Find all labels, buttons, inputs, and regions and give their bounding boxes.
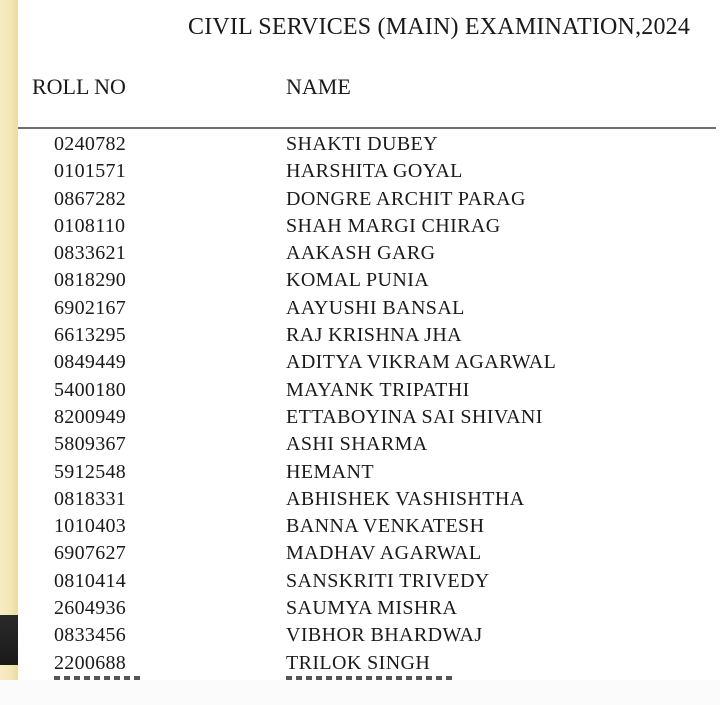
table-row [18,650,720,677]
roll-number-cell: 5809367 [54,433,127,456]
roll-number-cell: 6907627 [54,542,127,565]
table-row [18,186,720,213]
header-divider [18,127,716,129]
candidate-name-cell: TRILOK SINGH [286,651,431,674]
candidate-name-cell: VIBHOR BHARDWAJ [286,624,483,647]
candidate-name-cell: AAKASH GARG [286,242,436,265]
table-row [18,267,720,294]
roll-number-cell: 0810414 [54,569,127,592]
roll-number-cell: 8200949 [54,405,127,428]
table-row [18,240,720,267]
table-row [18,540,720,567]
table-row [18,158,720,185]
table-row [18,568,720,595]
candidate-name-cell: HEMANT [286,460,374,483]
left-dark-marker [0,615,18,665]
column-header-roll-no: ROLL NO [32,74,126,99]
candidate-name-cell: MAYANK TRIPATHI [286,378,470,401]
document-title: CIVIL SERVICES (MAIN) EXAMINATION,2024 [188,14,691,40]
table-header [18,70,720,110]
candidate-name-cell: ADITYA VIKRAM AGARWAL [286,351,557,374]
roll-number-cell: 0833456 [54,624,127,647]
candidate-name-cell: SANSKRITI TRIVEDY [286,569,490,592]
table-row [18,322,720,349]
photo-bottom-margin [0,680,720,705]
roll-number-cell: 6613295 [54,324,127,347]
candidate-name-cell: HARSHITA GOYAL [286,160,463,183]
roll-number-cell: 6902167 [54,296,127,319]
roll-number-cell: 0818331 [54,487,127,510]
roll-number-cell: 0867282 [54,187,127,210]
candidate-name-cell: RAJ KRISHNA JHA [286,324,463,347]
table-row [18,213,720,240]
candidate-name-cell: ETTABOYINA SAI SHIVANI [286,405,543,428]
roll-number-cell: 0101571 [54,160,127,183]
roll-number-cell: 2604936 [54,597,127,620]
roll-number-cell: 0849449 [54,351,127,374]
candidate-name-cell: ABHISHEK VASHISHTHA [286,487,525,510]
table-row [18,404,720,431]
table-row [18,595,720,622]
table-row [18,513,720,540]
roll-number-cell: 0108110 [54,214,126,237]
table-row [18,459,720,486]
left-page-edge [0,0,18,680]
candidate-name-cell: DONGRE ARCHIT PARAG [286,187,526,210]
roll-number-cell: 5400180 [54,378,127,401]
candidate-name-cell: ASHI SHARMA [286,433,428,456]
table-row [18,377,720,404]
table-row [18,295,720,322]
table-row [18,431,720,458]
table-row [18,622,720,649]
roll-number-cell: 0240782 [54,133,127,155]
candidate-name-cell: SAUMYA MISHRA [286,597,458,620]
roll-number-cell: 0818290 [54,269,127,292]
candidate-name-cell: AAYUSHI BANSAL [286,296,465,319]
roll-number-cell: 0833621 [54,242,127,265]
candidate-name-cell: BANNA VENKATESH [286,515,485,538]
candidate-name-cell: KOMAL PUNIA [286,269,430,292]
roll-number-cell: 2200688 [54,651,127,674]
candidate-name-cell: MADHAV AGARWAL [286,542,482,565]
roll-number-cell: 5912548 [54,460,127,483]
candidate-name-cell: SHAKTI DUBEY [286,133,439,155]
results-table-body [18,131,720,677]
column-header-name: NAME [286,74,351,99]
table-row [18,486,720,513]
roll-number-cell: 1010403 [54,515,127,538]
candidate-name-cell: SHAH MARGI CHIRAG [286,214,501,237]
table-row [18,131,720,158]
table-row [18,349,720,376]
